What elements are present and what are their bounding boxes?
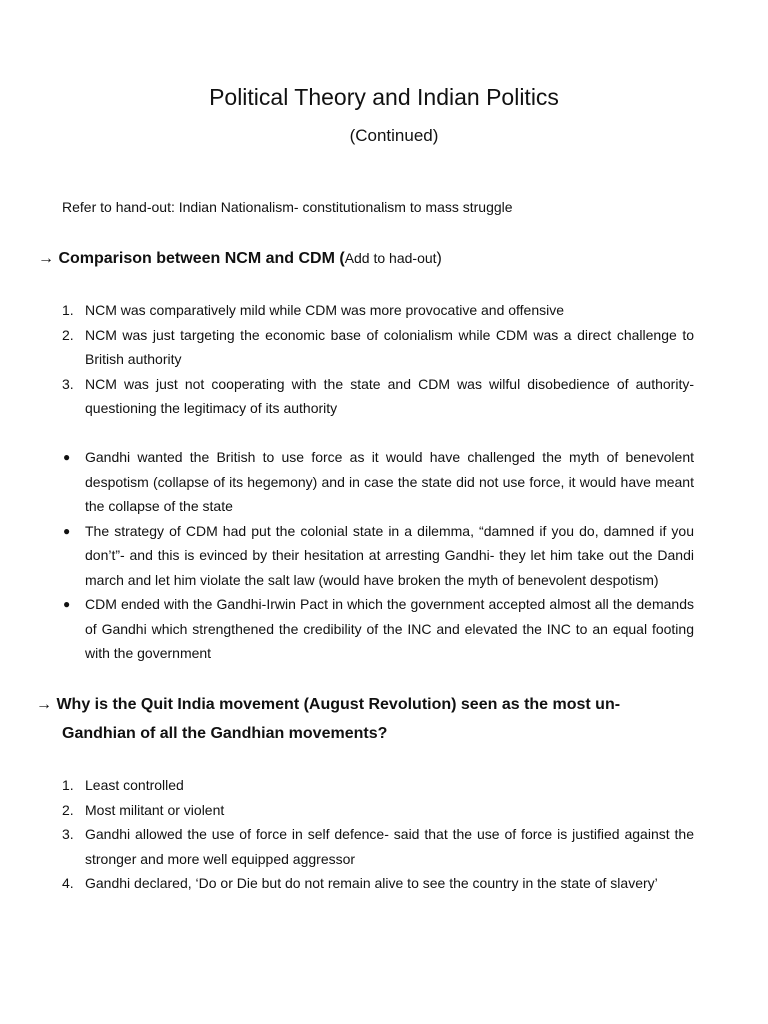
list-item-text: NCM was just not cooperating with the state and CDM was wilful disobedience of authority- questioning the legitimacy of its authority (85, 375, 694, 416)
section-heading-note: Add to had-out (344, 250, 437, 266)
list-item (62, 298, 694, 323)
list-item (62, 798, 694, 823)
comparison-numbered-list (62, 298, 694, 421)
comparison-bullet-list (62, 445, 694, 666)
bullet-icon: ● (63, 450, 71, 464)
list-marker: 4. (62, 875, 74, 891)
list-item-text: Least controlled (85, 777, 184, 793)
list-marker: 1. (62, 777, 74, 793)
list-item-text: The strategy of CDM had put the colonial state in a dilemma, “damned if you do, damned if you don’t”- and this is evinced by their hesitation at arresting Gandhi- they let him take out the Dandi march and let him violate the salt law (would have broken the myth of benevolent despotism) (85, 522, 694, 588)
arrow-icon: → (38, 250, 54, 267)
page-subtitle: (Continued) (349, 126, 439, 145)
list-item-text: Gandhi allowed the use of force in self defence- said that the use of force is justified against the stronger and more well equipped aggressor (85, 826, 694, 867)
list-item-text: NCM was just targeting the economic base of colonialism while CDM was a direct challenge to British authority (85, 326, 694, 367)
list-item (62, 871, 694, 896)
list-item (62, 445, 694, 519)
arrow-icon: → (36, 696, 52, 713)
list-marker: 3. (62, 826, 74, 842)
list-marker: 1. (62, 302, 74, 318)
section-heading-quit-india (36, 690, 696, 748)
list-item (62, 773, 694, 798)
section-heading-line1: Why is the Quit India movement (August Revolution) seen as the most un- (56, 696, 621, 713)
list-item (62, 592, 694, 666)
list-item-text: NCM was comparatively mild while CDM was more provocative and offensive (85, 302, 565, 318)
list-item (62, 323, 694, 372)
list-marker: 3. (62, 375, 74, 392)
quit-india-numbered-list (62, 773, 694, 896)
list-item-text: Most militant or violent (85, 801, 225, 818)
list-item-text: Gandhi declared, ‘Do or Die but do not remain alive to see the country in the state of slavery’ (85, 875, 658, 891)
list-item-text: CDM ended with the Gandhi-Irwin Pact in which the government accepted almost all the demands of Gandhi which strengthened the credibility of the INC and elevated the INC to an equal footing with the government (85, 596, 694, 661)
list-item (62, 822, 694, 871)
section-heading-comparison (38, 247, 442, 270)
list-marker: 2. (62, 801, 74, 818)
list-item (62, 372, 694, 421)
page-title: Political Theory and Indian Politics (209, 84, 559, 110)
section-heading-text: Comparison between NCM and CDM ( (58, 250, 345, 267)
bullet-icon: ● (63, 523, 71, 538)
list-marker: 2. (62, 326, 74, 343)
list-item-text: Gandhi wanted the British to use force as it would have challenged the myth of benevolent despotism (collapse of its hegemony) and in case the state did not use force, it would have meant the collapse of the state (85, 449, 694, 514)
bullet-icon: ● (63, 597, 71, 611)
section-heading-close: ) (436, 250, 442, 267)
refer-text: Refer to hand-out: Indian Nationalism- constitutionalism to mass struggle (62, 199, 513, 215)
section-heading-line2: Gandhian of all the Gandhian movements? (62, 725, 388, 742)
list-item (62, 519, 694, 593)
